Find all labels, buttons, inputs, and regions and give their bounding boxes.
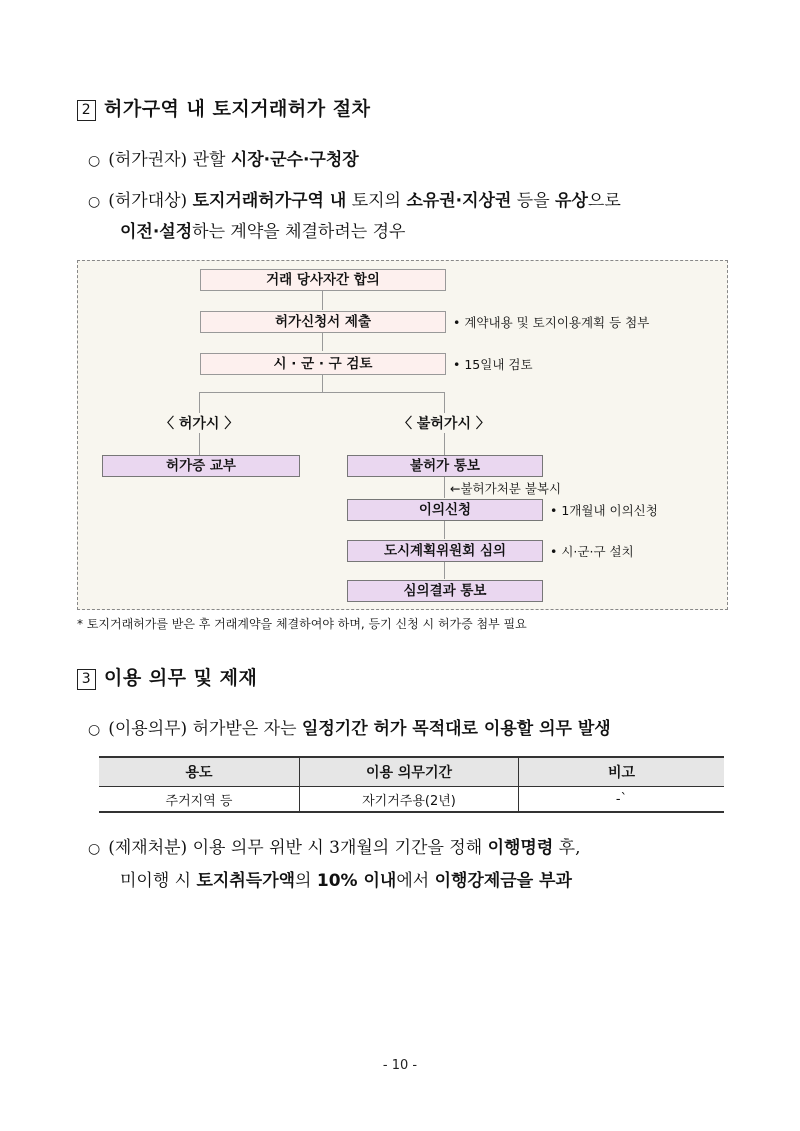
connector [444,520,445,539]
flow-step-application: 허가신청서 제출 [200,311,446,333]
bullet-mark: ○ [88,194,101,210]
branch-label-permit: 〈 허가시 〉 [158,413,240,433]
section3-title: 이용 의무 및 제재 [104,667,258,689]
bullet-sanction: ○ (제재처분) 이용 의무 위반 시 3개월의 기간을 정해 이행명령 후, [88,838,581,858]
bullet-permit-authority: ○ (허가권자) 관할 시장·군수·구청장 [88,150,359,170]
table-cell: -` [519,787,725,813]
table-cell: 자기거주용(2년) [300,787,519,813]
flow-step-committee: 도시계획위원회 심의 [347,540,543,562]
flow-step-permit-issued: 허가증 교부 [102,455,300,477]
flow-step-objection: 이의신청 [347,499,543,521]
connector [444,561,445,579]
connector [322,374,323,393]
section2-title: 허가구역 내 토지거래허가 절차 [104,98,371,120]
bullet-mark: ○ [88,153,101,169]
permit-procedure-flowchart [77,260,728,610]
section2-heading [77,94,370,121]
flow-note-review: • 15일내 검토 [453,357,533,372]
connector [199,392,445,393]
table-cell: 주거지역 등 [99,787,300,813]
connector [322,332,323,351]
bullet-permit-target-cont: 이전·설정하는 계약을 체결하려는 경우 [120,222,406,242]
bullet-mark: ○ [88,722,101,738]
usage-obligation-table [99,756,724,813]
section3-heading [77,663,257,690]
flow-step-agreement: 거래 당사자간 합의 [200,269,446,291]
bullet-sanction-cont: 미이행 시 토지취득가액의 10% 이내에서 이행강제금을 부과 [120,871,572,891]
table-header: 이용 의무기간 [300,757,519,787]
table-header-row [99,757,724,787]
flow-step-deny-notice: 불허가 통보 [347,455,543,477]
table-header: 비고 [519,757,725,787]
flow-note-committee: • 시·군·구 설치 [550,544,634,559]
flow-note-deny: ←불허가처분 불복시 [450,481,562,496]
section-number-box: 3 [77,669,96,690]
bullet-mark: ○ [88,841,101,857]
connector [444,476,445,498]
flow-step-review: 시 · 군 · 구 검토 [200,353,446,375]
flow-note-application: • 계약내용 및 토지이용계획 등 첨부 [453,315,650,330]
footnote: * 토지거래허가를 받은 후 거래계약을 체결하여야 하며, 등기 신청 시 허가증 첨부 필요 [77,617,527,631]
flow-step-result: 심의결과 통보 [347,580,543,602]
flow-note-objection: • 1개월내 이의신청 [550,503,658,518]
branch-label-deny: 〈 불허가시 〉 [396,413,492,433]
table-row [99,787,724,813]
bullet-usage-obligation: ○ (이용의무) 허가받은 자는 일정기간 허가 목적대로 이용할 의무 발생 [88,719,611,739]
page-number: - 10 - [382,1058,418,1073]
table-header: 용도 [99,757,300,787]
section-number-box: 2 [77,100,96,121]
bullet-permit-target: ○ (허가대상) 토지거래허가구역 내 토지의 소유권·지상권 등을 유상으로 [88,191,621,211]
connector [322,291,323,310]
